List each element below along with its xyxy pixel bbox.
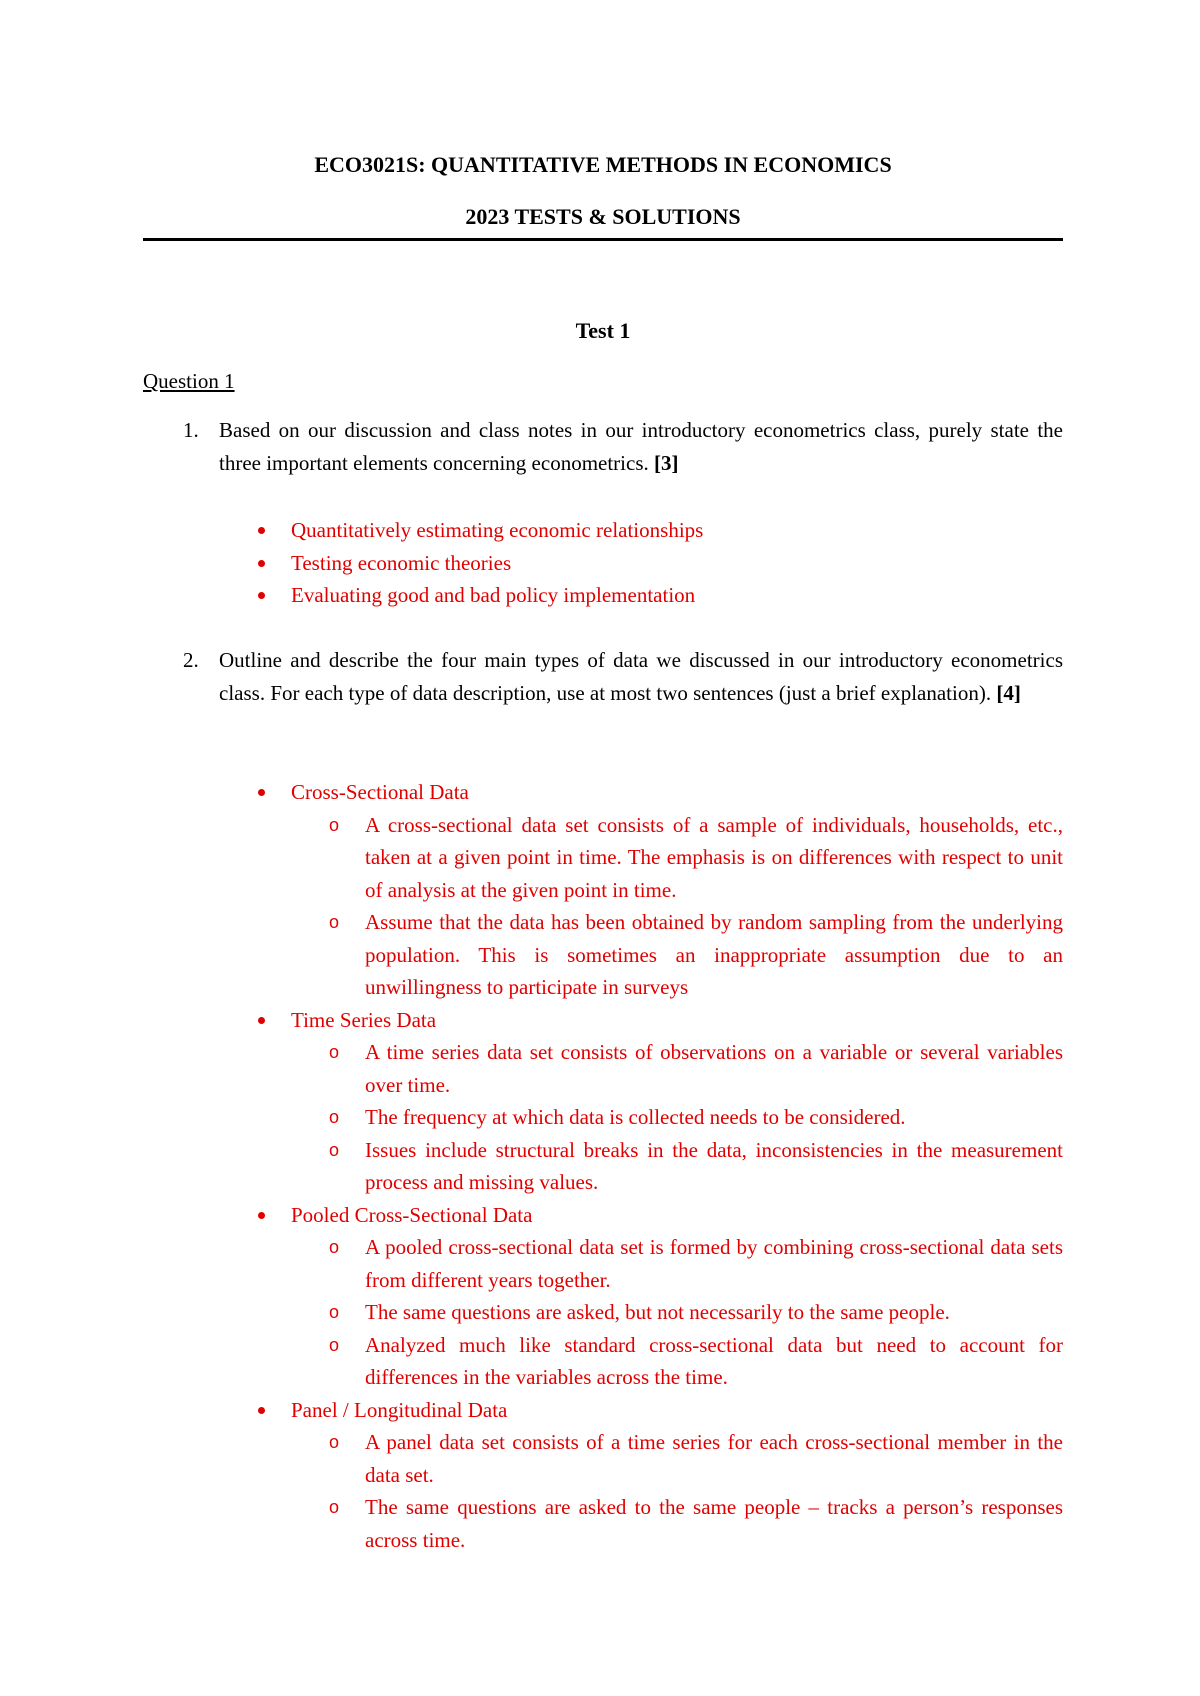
answer-group-label xyxy=(143,1199,1063,1232)
bullet-icon xyxy=(258,789,265,796)
hollow-bullet-icon: o xyxy=(329,1139,340,1160)
document-title: ECO3021S: QUANTITATIVE METHODS IN ECONOMICS xyxy=(314,152,892,177)
hollow-bullet-icon: o xyxy=(329,1432,340,1452)
sub-point-text: Issues include structural breaks in the data, inconsistencies in the measurement process and missing values. xyxy=(365,1137,1063,1194)
question-number: 2. xyxy=(183,648,199,672)
group-label: Pooled Cross-Sectional Data xyxy=(291,1202,533,1227)
answer-group-label xyxy=(143,1394,1063,1427)
hollow-bullet-icon: o xyxy=(329,1302,340,1322)
bullet-icon xyxy=(258,1407,265,1414)
title-divider xyxy=(143,238,1063,241)
bullet-icon xyxy=(258,592,265,599)
question-item-2 xyxy=(143,644,1063,709)
sub-point-text: The same questions are asked, but not necessarily to the same people. xyxy=(365,1300,950,1324)
question-item-1 xyxy=(143,414,1063,479)
group-label: Panel / Longitudinal Data xyxy=(291,1397,508,1422)
sub-point xyxy=(143,1231,1063,1296)
sub-point-text: A pooled cross-sectional data set is formed by combining cross-sectional data sets from different years together. xyxy=(365,1235,1063,1292)
group-label: Time Series Data xyxy=(291,1007,437,1032)
sub-point xyxy=(143,906,1063,1004)
sub-point xyxy=(143,1329,1063,1394)
hollow-bullet-icon: o xyxy=(329,1497,340,1517)
question-heading: Question 1 xyxy=(143,369,235,393)
bullet-icon xyxy=(258,527,265,534)
sub-point-text: The same questions are asked to the same people – tracks a person’s responses across time. xyxy=(365,1495,1063,1552)
answer-list-2 xyxy=(143,776,1063,1556)
sub-point xyxy=(143,1134,1063,1199)
answer-group-label xyxy=(143,1004,1063,1037)
answer-text: Quantitatively estimating economic relationships xyxy=(291,518,704,542)
bullet-icon xyxy=(258,1212,265,1219)
sub-point-text: Analyzed much like standard cross-sectional data but need to account for differences in the variables across the time. xyxy=(365,1332,1063,1389)
answer-bullet xyxy=(143,547,1063,580)
hollow-bullet-icon: o xyxy=(329,1334,340,1355)
sub-point-text: Assume that the data has been obtained by random sampling from the underlying population. This is sometimes an inappropriate assumption due to an unwillingness to participate in surveys xyxy=(365,910,1063,999)
hollow-bullet-icon: o xyxy=(329,1107,340,1127)
sub-point xyxy=(143,1101,1063,1134)
answer-text: Testing economic theories xyxy=(291,550,512,575)
sub-point xyxy=(143,809,1063,907)
question-text xyxy=(219,414,1063,479)
question-marks: [4] xyxy=(996,680,1021,705)
document-subtitle: 2023 TESTS & SOLUTIONS xyxy=(465,204,741,229)
hollow-bullet-icon: o xyxy=(329,912,340,932)
sub-point-text: A time series data set consists of observations on a variable or several variables over time. xyxy=(365,1040,1063,1097)
bullet-icon xyxy=(258,1017,265,1024)
question-text xyxy=(219,644,1063,709)
sub-point xyxy=(143,1036,1063,1101)
sub-point-text: The frequency at which data is collected needs to be considered. xyxy=(365,1105,906,1129)
answer-bullet xyxy=(143,579,1063,612)
sub-point xyxy=(143,1426,1063,1491)
answer-list-1 xyxy=(143,514,1063,612)
sub-point-text: A panel data set consists of a time series for each cross-sectional member in the data set. xyxy=(365,1430,1063,1487)
hollow-bullet-icon: o xyxy=(329,1237,340,1257)
answer-text: Evaluating good and bad policy implementation xyxy=(291,583,696,607)
answer-bullet xyxy=(143,514,1063,547)
hollow-bullet-icon: o xyxy=(329,814,340,835)
answer-group-label xyxy=(143,776,1063,809)
bullet-icon xyxy=(258,560,265,567)
question-marks: [3] xyxy=(654,450,679,475)
group-label: Cross-Sectional Data xyxy=(291,780,469,804)
sub-point-text: A cross-sectional data set consists of a sample of individuals, households, etc., taken at a given point in time. The emphasis is on differences with respect to unit of analysis at the given point in time. xyxy=(365,812,1063,902)
sub-point xyxy=(143,1296,1063,1329)
test-heading: Test 1 xyxy=(575,318,631,343)
question-body: Based on our discussion and class notes in our introductory econometrics class, purely state the three important elements concerning econometrics. xyxy=(219,418,1063,475)
sub-point xyxy=(143,1491,1063,1556)
hollow-bullet-icon: o xyxy=(329,1042,340,1062)
question-number: 1. xyxy=(183,418,199,442)
question-body: Outline and describe the four main types of data we discussed in our introductory econometrics class. For each type of data description, use at most two sentences (just a brief explanation). xyxy=(219,648,1063,705)
